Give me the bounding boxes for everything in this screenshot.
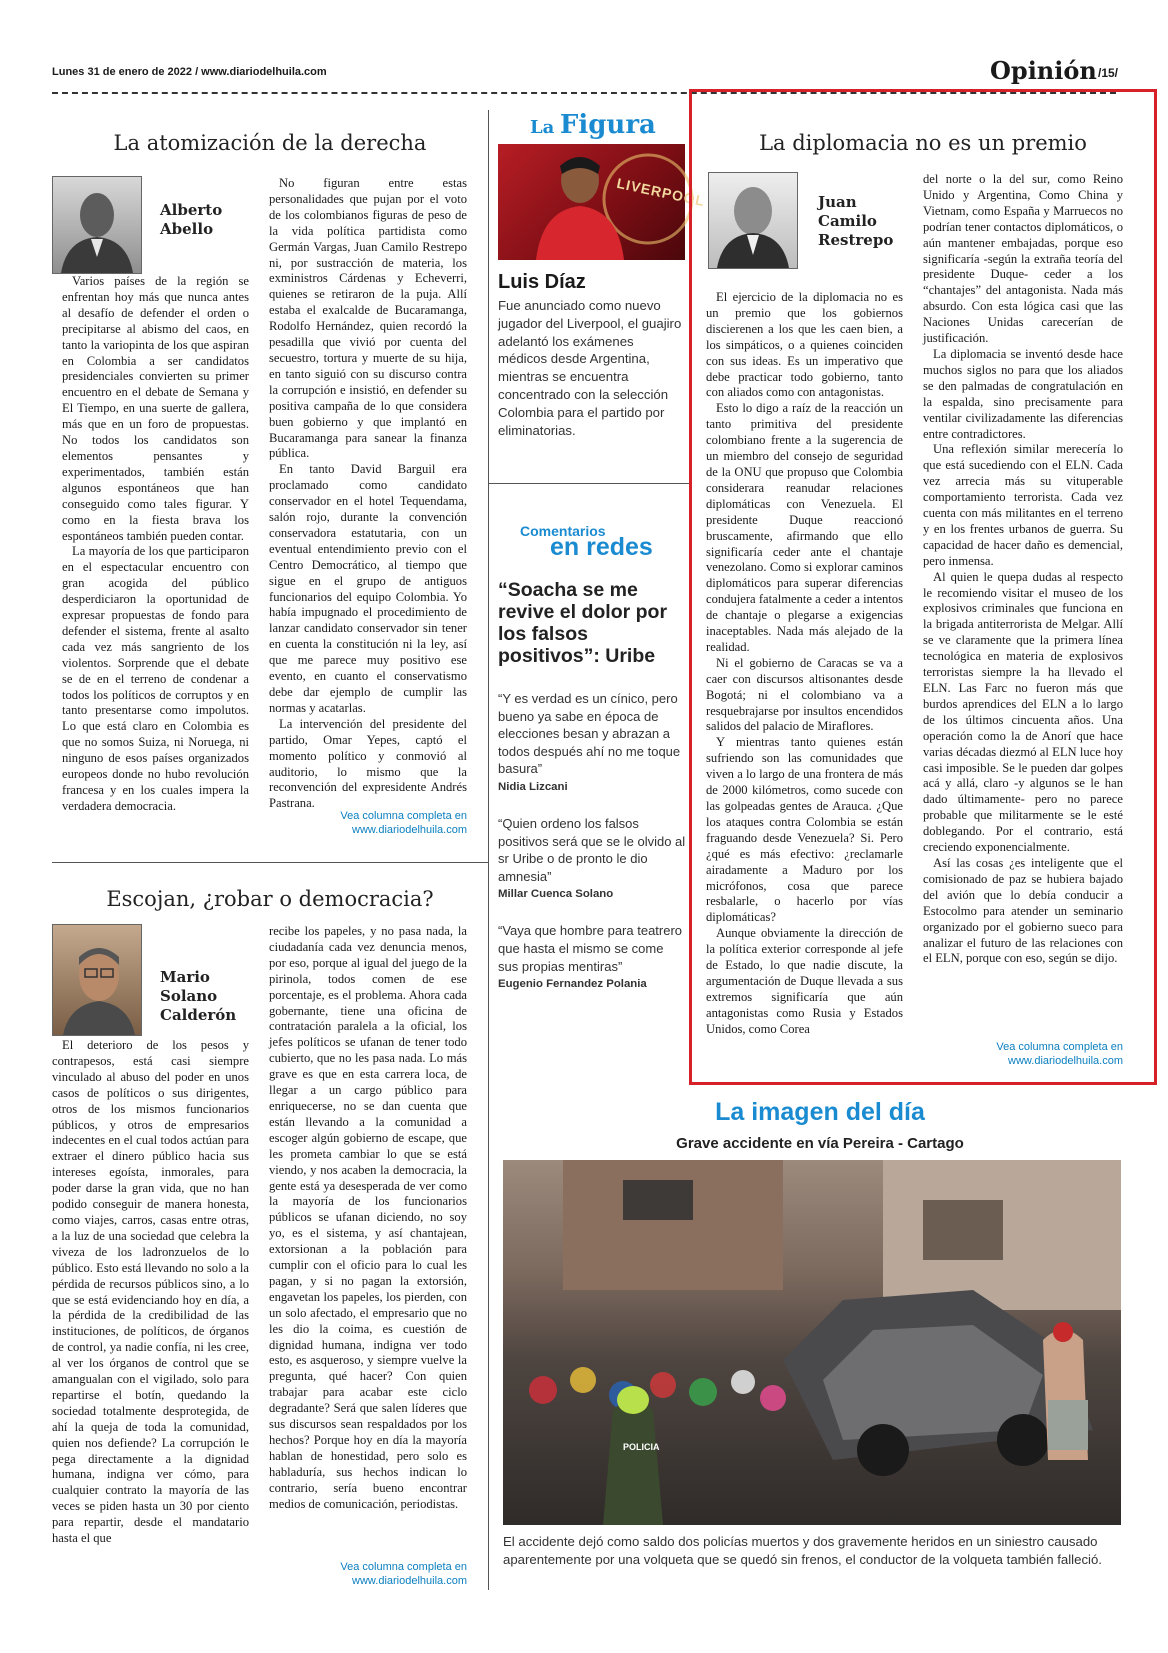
author-name-solano: Mario Solano Calderón xyxy=(160,968,237,1024)
column-text-escojan-right: recibe los papeles, y no pasa nada, la ciudadanía cada vez denuncia menos, por eso, porque al igual del juego de la pirinola, todos comen de ese porcentaje, es el problema. Ahora cada gobernante, tiene una oficina de contratación paralela a la oficial, los jefes políticos se ufanan de tener todo cubierto, que no les pasa nada. Lo más grave es que en esta carrera loca, de llegar a un cargo público para enriquecerse, no se dan cuenta que están llevando a la comunidad a escoger algún gobierno de escape, que les prometa cambiar lo que se está viendo, y nos acaben la democracia, la gente está ya desesperada de ver como la mayoría de los funcionarios públicos se ufanan diciendo, no soy yo, es el sistema, y así chantajean, extorsionan a la población para cumplir con el oficio para lo cual les pagan, y si no pagan la extorsión, engavetan los papeles, los pierden, con un solo afectado, el empresario que no les dio la coima, es cuestión de dignidad humana, indigna ver todo esto, es asqueroso, y siempre vuelve la pregunta, qué hacer? Con quien trabajar para acabar este ciclo degradante? Será que salen líderes que sus discursos sean respaldados por los hechos? Porque hoy en día la mayoría hablan de honestidad, pero solo es habladuría, sus hechos indican lo contrario, sería bueno encontrar medios de comunicación, periodistas. xyxy=(269,924,467,1511)
redes-comment-list xyxy=(498,690,686,990)
author-photo-abello xyxy=(52,176,142,274)
section-divider-figura xyxy=(488,483,689,484)
accident-scene-icon xyxy=(503,1160,1121,1525)
figura-photo-text: LIVERPOOL xyxy=(615,174,707,210)
read-more-link-atomizacion[interactable]: Vea columna completa en www.diariodelhuila.com xyxy=(340,810,467,836)
figura-heading: La Figura xyxy=(530,110,656,140)
player-photo-icon xyxy=(498,144,685,260)
figura-photo xyxy=(498,144,707,260)
imagen-del-dia-title: La imagen del día xyxy=(715,1098,925,1126)
portrait-icon xyxy=(53,925,141,1035)
redes-headline-quote: “Soacha se me revive el dolor por los falsos positivos”: Uribe xyxy=(498,579,668,667)
column-divider-left xyxy=(488,110,489,1590)
column-text-atomizacion-left: Varios países de la región se enfrentan hoy más que nunca antes al desafío de defender el orden o precipitarse al abismo del caos, en tanto la variopinta de los que aspiran en Colombia a ser candidatos presidenciales convierten su primer encuentro en el debate de Semana y El Tiempo, en una suerte de gallera, más que en un foro de propuestas. No todos los candidatos son elementos pensantes y experimentados, también están algunos espontáneos que han conseguido como tales figurar. Y como en la fiesta brava los espontáneos también pueden contar. La mayoría de los que participaron en el espectacular encuentro con gran acogida del público desperdiciaron la oportunidad de expresar propuestas de fondo para defender el sistema, frente al asalto cada vez más sangriento de los violentos. Sorprende que el debate se de en el terreno de condenar a todos los políticos de corruptos y en tanto presentarse como impolutos. Lo que está claro en Colombia es que no somos Suiza, ni Noruega, ni ninguno de esos países organizados europeos donde no hubo revolución francesa y en los cuales impera la verdadera democracia. xyxy=(62,274,249,813)
column-title-atomizacion: La atomización de la derecha xyxy=(113,131,427,155)
section-divider-left xyxy=(52,862,488,863)
portrait-icon xyxy=(53,177,141,273)
column-text-atomizacion-right: No figuran entre estas personalidades que pujan por el voto de los colombianos figuras de peso de la vida política partidista como Germán Vargas, Juan Camilo Restrepo ni, por sustracción de materia, los exministros Cárdenas y Echeverri, quienes se retiraron de la puja. Allí estaba el exalcalde de Bucaramanga, Rodolfo Hernández, quien recordó la pesadilla que vivió por cuenta del secuestro, tortura y muerte de su hija, en tanto siguió con su discurso contra la corrupción e insistió, en defender su positiva campaña de lo que considera buen gobierno y que implantó en Bucaramanga para sanear la finanza pública. En tanto David Barguil era proclamado como candidato conservador en el hotel Tequendama, salón rojo, durante la convención conservadora estatutaria, con un eventual entendimiento previo con el Centro Democrático, al tiempo que sigue en el grupo de antiguos funcionarios del equipo Colombia. Yo había impugnado el procedimiento de lanzar candidato conservador sin tener en cuenta la constitución ni la ley, así que me parece muy positivo ese evento, en cuanto el conservatismo debe dar ejemplo de cumplir las normas y acatarlas. La intervención del presidente del partido, Omar Yepes, captó el momento político y conmovió al auditorio, lo mismo que la reconvención del expresidente Andrés Pastrana. xyxy=(269,176,467,811)
read-more-link-diplomacia[interactable]: Vea columna completa en www.diariodelhuila.com xyxy=(996,1041,1123,1067)
author-name-restrepo: Juan Camilo Restrepo xyxy=(818,193,894,249)
column-text-escojan-left: El deterioro de los pesos y contrapesos, está casi siempre vinculado al abuso del poder en unos casos de políticos o sus dirigentes, otros de los mismos funcionarios públicos, y otros de empresarios indecentes en el cual todos actúan para extraer el dinero público hacia sus intereses egoísta, inmorales, para poder darse la gran vida, que no han podido conseguir de manera honesta, como viajes, carros, casas entre otras, a la luz de una sociedad que celebra la viveza de los ladronzuelos de lo público. Esto está llevando no solo a la pérdida de recursos públicos sino, a lo que se está evidenciando hoy en día, a la pérdida de la credibilidad de las instituciones, de políticos, de órganos de control, ya nadie confía, ni les cree, al ver los órganos de control que se amangualan con el vigilado, solo para repartirse el botín, quedando la sociedad totalmente desprotegida, de ahí la queja de toda la comunidad, quien nos defiende? La corrupción le pega directamente a la dignidad humana, indigna ver cómo, para cualquier contrato la mayoría de las veces se piden hasta un 30 por ciento para repartir, desde el mandatario hasta el que xyxy=(52,1038,249,1546)
redes-label-big: en redes xyxy=(550,533,653,561)
figura-description: Fue anunciado como nuevo jugador del Liverpool, el guajiro adelantó los exámenes médicos desde Argentina, mientras se encuentra concentrado con la selección Colombia para el partido por eliminatorias. xyxy=(498,298,682,438)
accident-photo xyxy=(503,1160,1121,1525)
author-name-abello: Alberto Abello xyxy=(160,201,223,238)
author-photo-restrepo xyxy=(708,172,798,269)
column-text-diplomacia-left: El ejercicio de la diplomacia no es un premio que los gobiernos discierenen a los que les caen bien, a los simpáticos, o a quienes coinciden con sus ideas. Es un imperativo que debe practicar todo gobierno, tanto con aliados como con antagonistas. Esto lo digo a raíz de la reacción un tanto primitiva del presidente colombiano frente a la sugerencia de un miembro del consejo de seguridad de la ONU que propuso que Colombia considerara reanudar relaciones diplomáticas con Venezuela. El presidente Duque reaccionó bruscamente, afirmando que ello significaría ceder ante el chantaje venezolano. Como si explorar caminos diplomáticos para superar diferencias condujera fatalmente a ceder a intentos de chantaje o plegarse a exigencias inaceptables. Nada más alejado de la realidad. Ni el gobierno de Caracas se va a caer con discursos altisonantes desde Bogotá; ni el colombiano va a resquebrajarse por insultos encendidos salidos del palacio de Miraflores. Y mientras tanto quienes están sufriendo son las comunidades que viven a lo largo de una frontera de más de 2000 kilómetros, como sucede con las golpeadas gentes de Arauca. ¿Que los ataques contra Colombia se están fraguando desde Venezuela? Si. Pero ¿qué es más efectivo: ¿reclamarle airadamente a Maduro por los micrófonos, cosa que parece resbalarle, o hacerlo por vías diplomáticas? Aunque obviamente la dirección de la política exterior corresponde al jefe de Estado, lo que nadie discute, la argumentación de Duque llevada a sus extremos significaría que aún antagonistas como Rusia y Estados Unidos, como Corea xyxy=(706,290,903,1036)
section-title: Opinión xyxy=(990,56,1097,85)
author-photo-solano xyxy=(52,924,142,1036)
read-more-link-escojan[interactable]: Vea columna completa en www.diariodelhuila.com xyxy=(340,1561,467,1587)
comment-item: “Y es verdad es un cínico, pero bueno ya sabe en época de elecciones besan y abrazan a todos después ahí no me toque basura” Nidia Lizcani xyxy=(498,691,681,793)
police-vest-label: POLICIA xyxy=(623,1442,660,1452)
comment-item: “Quien ordeno los falsos positivos será que se le olvido al sr Uribe o de pronto le dio amnesia” Millar Cuenca Solano xyxy=(498,815,686,901)
column-text-diplomacia-right: del norte o la del sur, como Reino Unido y Argentina, Como China y Vietnam, como España y Marruecos no podrían tener contactos diplomáticos, o aún mantener embajadas, porque eso significaría -según la extraña teoría del presidente Duque- ceder a los “chantajes” del antagonista. Nada más absurdo. Con esta lógica casi que las Naciones Unidas carecerían de justificación. La diplomacia se inventó desde hace muchos siglos no para que los aliados se den palmadas de congratulación en la espalda, sino precisamente para ventilar civilizadamente las diferencias entre contradictores. Una reflexión similar merecería lo que está sucediendo con el ELN. Cada vez arrecia más su vituperable comportamiento terrorista. Cada vez cuenta con más militantes en el terreno y en los frentes urbanos de guerra. Su capacidad de hacer daño es demencial, pero inmensa. Al quien le quepa dudas al respecto le recomiendo visitar el museo de los explosivos criminales que funciona en la brigada antiterrorista de Melgar. Allí se ve claramente que la primera línea tecnológica en materia de explosivos terroristas siempre la ha llevado el ELN. Las Farc no fueron más que burdos aprendices del ELN a lo largo de los últimos cincuenta años. Una operación como la de Anorí que hace varias décadas diezmó al ELN luce hoy casi imposible. Se le pueden dar golpes acá y allá, claro -y algunos se le han dado últimamente- pero no parece probable que militarmente se le esté doblegando. Por el contrario, está creciendo exponencialmente. Así las cosas ¿es inteligente que el comisionado de paz se hubiera bajado del avión que lo debía conducir a Estocolmo para atender un seminario organizado por el gobierno sueco para analizar el futuro de las relaciones con el ELN, porque con eso, según se dijo. xyxy=(923,172,1123,966)
comment-item: “Vaya que hombre para teatrero que hasta el mismo se come sus propias mentiras” Eugenio Fernandez Polania xyxy=(498,923,683,991)
figura-name: Luis Díaz xyxy=(498,271,586,293)
portrait-icon xyxy=(709,173,797,268)
header-date-site: Lunes 31 de enero de 2022 / www.diariodelhuila.com xyxy=(52,66,327,78)
redes-label-small: Comentarios xyxy=(520,523,606,539)
imagen-del-dia-caption: El accidente dejó como saldo dos policías muertos y dos gravemente heridos en un siniestro causado aparentemente por una volqueta que se quedó sin frenos, el conductor de la volqueta también falleció. xyxy=(503,1534,1102,1567)
page-number: /15/ xyxy=(1098,66,1119,80)
column-title-escojan: Escojan, ¿robar o democracia? xyxy=(106,887,434,911)
column-title-diplomacia: La diplomacia no es un premio xyxy=(759,131,1087,155)
imagen-del-dia-subtitle: Grave accidente en vía Pereira - Cartago xyxy=(676,1135,964,1152)
